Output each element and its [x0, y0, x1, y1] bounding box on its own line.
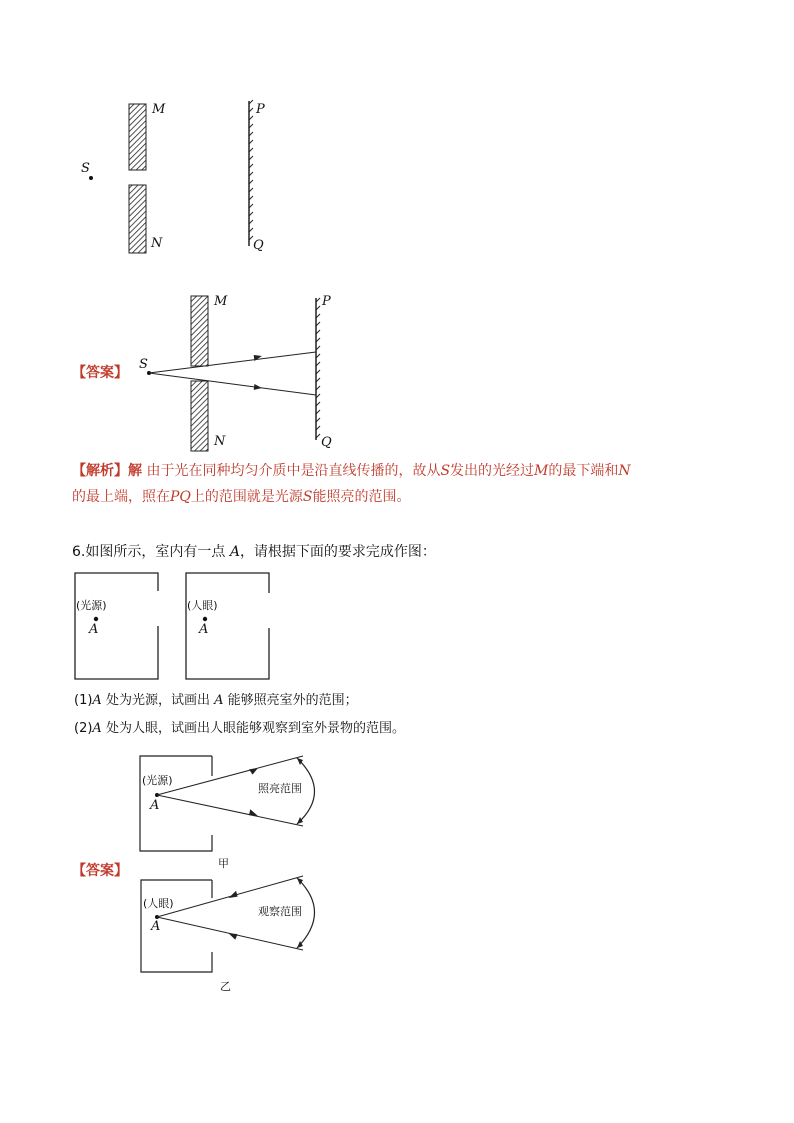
sub1-var: A [92, 693, 102, 708]
room2-point-a [203, 617, 207, 621]
analysis-text-2: 发出的光经过 [450, 463, 535, 479]
problem6-question [72, 539, 732, 565]
fig-a-box-label: (光源) [142, 774, 173, 787]
fig-b-arrow-upper [227, 891, 237, 899]
fig-a-ray-lower [157, 795, 303, 826]
analysis-text-5: 上的范围就是光源 [190, 489, 303, 505]
label-s: S [81, 161, 90, 176]
answer-label-n: N [214, 434, 226, 449]
answer-barrier-m [191, 296, 208, 366]
analysis-text-1: 由于光在同种均匀介质中是沿直线传播的，故从 [146, 463, 441, 479]
analysis-var-pq: PQ [170, 489, 191, 505]
ray-upper [149, 352, 316, 373]
answer-barrier-n [191, 381, 208, 451]
label-q: Q [253, 238, 264, 253]
analysis-text-6: 能照亮的范围。 [312, 489, 411, 505]
label-n: N [151, 236, 163, 251]
analysis-jie: 解 [128, 463, 142, 479]
sub2-var: A [92, 721, 102, 736]
analysis-text-4: 的最上端，照在 [72, 489, 170, 505]
fig-b-point-label: A [151, 919, 161, 934]
analysis-text-3: 的最下端和 [548, 463, 619, 479]
analysis-var-s: S [440, 463, 451, 479]
fig-b-caption: 乙 [220, 980, 231, 993]
sub2-num: (2) [74, 721, 93, 736]
fig-a-range-label: 照亮范围 [258, 782, 302, 795]
problem5-analysis [72, 458, 732, 510]
sub1-num: (1) [74, 693, 93, 708]
sub1-text: 处为光源，试画出 [101, 693, 215, 708]
answer-label-m: M [214, 294, 228, 309]
room1-label: (光源) [76, 599, 107, 612]
room-box-light [75, 573, 158, 679]
sub1-text2: 能够照亮室外的范围； [223, 693, 358, 708]
room1-point-a [94, 617, 98, 621]
ray-upper-arrow [254, 354, 263, 361]
problem6-sub2 [74, 719, 734, 739]
fig-b-range-label: 观察范围 [258, 905, 302, 918]
answer-label-q: Q [321, 435, 332, 450]
ray-lower [149, 373, 316, 395]
analysis-var-m: M [534, 463, 549, 479]
question-prefix: 6.如图所示，室内有一点 [72, 544, 230, 560]
problem6-answer-tag: 【答案】 [72, 863, 128, 879]
problem5-answer-tag: 【答案】 [72, 365, 128, 381]
answer-label-p: P [322, 294, 331, 309]
analysis-var-s2: S [302, 489, 313, 505]
room2-point-label: A [199, 622, 209, 637]
barrier-m [129, 104, 146, 170]
problem6-sub1 [74, 691, 734, 711]
label-m: M [152, 102, 166, 117]
barrier-n [129, 185, 146, 253]
question-suffix: ，请根据下面的要求完成作图： [239, 544, 436, 560]
fig-a-caption: 甲 [218, 857, 229, 870]
answer-label-s: S [139, 357, 148, 372]
label-p: P [256, 102, 265, 117]
analysis-tag: 【解析】 [72, 463, 128, 479]
fig-a-point-label: A [150, 798, 160, 813]
fig-b-arrow-lower [227, 932, 237, 940]
room1-point-label: A [89, 622, 99, 637]
question-var: A [229, 544, 240, 560]
analysis-var-n: N [618, 463, 631, 479]
sub1-var2: A [214, 693, 224, 708]
fig-a-arrow-upper [249, 767, 259, 775]
source-s-point [89, 176, 93, 180]
room2-label: (人眼) [187, 599, 218, 612]
fig-b-box-label: (人眼) [143, 897, 174, 910]
sub2-text: 处为人眼，试画出人眼能够观察到室外景物的范围。 [101, 721, 405, 736]
